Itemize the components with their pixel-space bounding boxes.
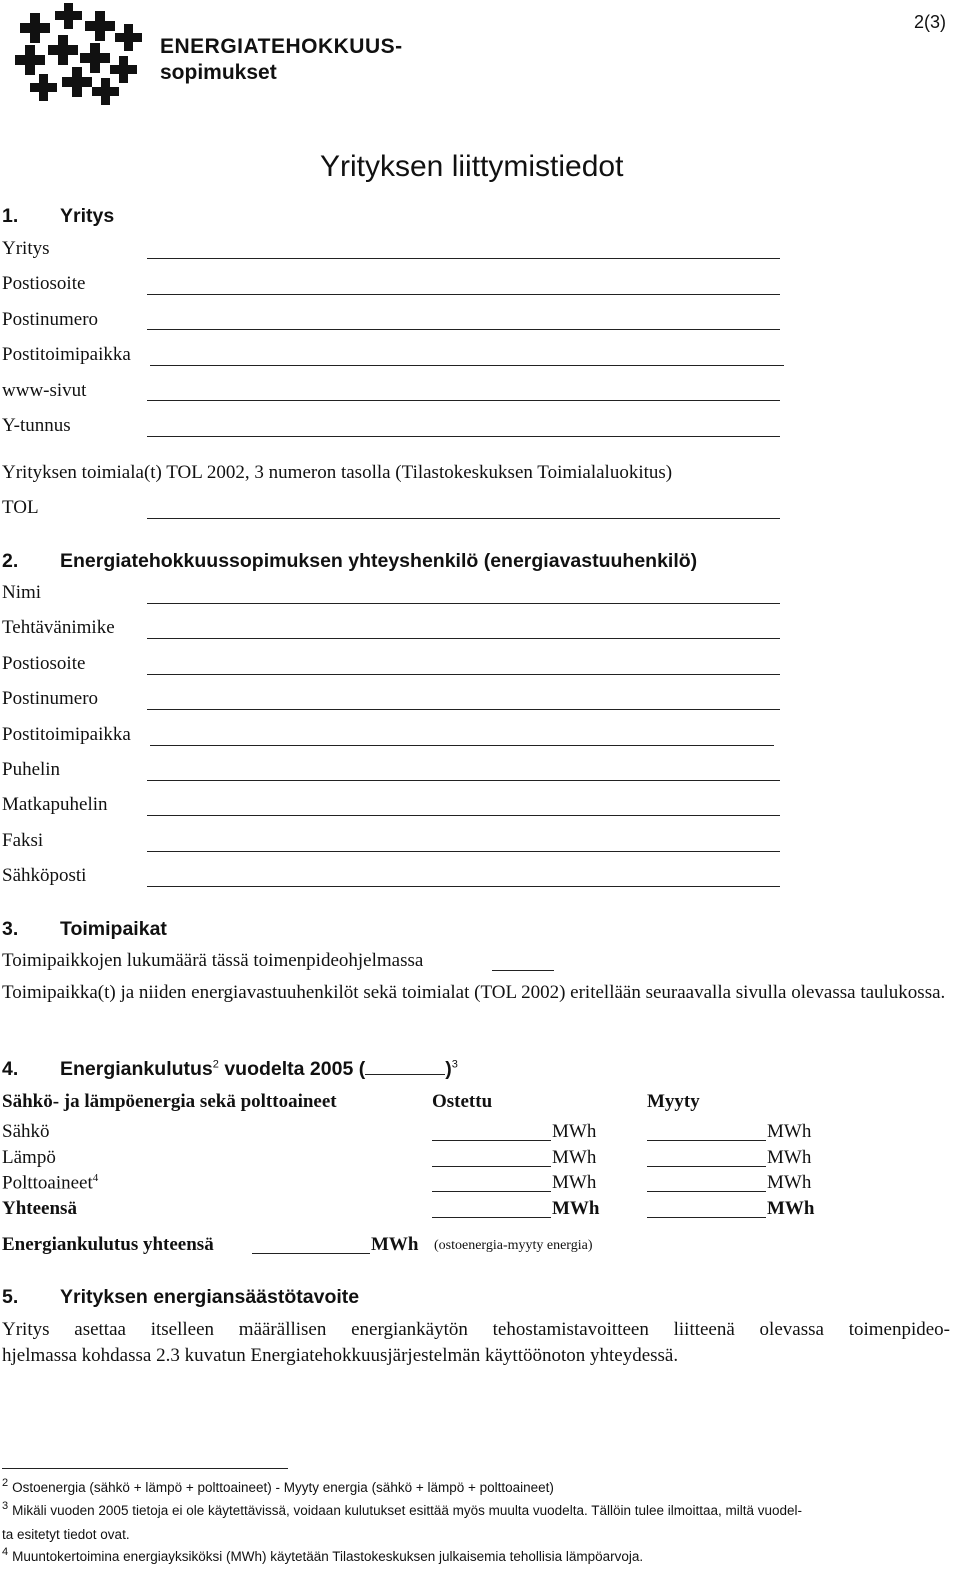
unit-label: MWh [767, 1198, 815, 1219]
footnote-3: $^3$ Mikäli vuoden 2005 tietoja ei ole käytettävissä, voidaan kulutukset esittää myös muulta vuodelta. Tällöin tulee ilmoittaa, miltä vuodel- [2, 1500, 803, 1518]
input-line-fuel-purchased[interactable] [432, 1191, 551, 1192]
table-header-purchased: Ostettu [432, 1091, 493, 1112]
logo-crosses-icon [10, 3, 155, 108]
footnote-2: $^2$ Ostoenergia (sähkö + lämpö + polttoaineet) - Myyty energia (sähkö + lämpö + polttoaineet) [2, 1477, 554, 1495]
section4-number: 4. [2, 1058, 19, 1080]
field-label: Y-tunnus [2, 415, 71, 436]
logo-text-line2: sopimukset [160, 61, 277, 84]
table-header-sold: Myyty [647, 1091, 700, 1112]
section2-heading [2, 550, 697, 573]
total-consumption-label: Energiankulutus yhteensä [2, 1234, 214, 1255]
input-line-contact-address[interactable] [147, 674, 780, 675]
input-line-contact-city[interactable] [150, 745, 774, 746]
input-line-heat-sold[interactable] [647, 1166, 766, 1167]
field-label: www-sivut [2, 380, 87, 401]
section4-title-year: vuodelta 2005 ( [218, 1058, 366, 1080]
field-label: Puhelin [2, 759, 61, 780]
unit-label: MWh [767, 1172, 812, 1193]
footnote-4: $^4$ Muuntokertoimina energiayksiköksi (MWh) käytetään Tilastokeskuksen julkaisemia tehollisia lämpöarvoja. [2, 1546, 644, 1564]
footnote-ref-2: 2 [212, 1058, 219, 1071]
input-line-phone[interactable] [147, 780, 780, 781]
footnote-3-continued: ta esitetyt tiedot ovat. [2, 1527, 130, 1542]
input-line-fax[interactable] [147, 851, 780, 852]
input-line-mobile[interactable] [147, 815, 780, 816]
input-line-job-title[interactable] [147, 638, 780, 639]
unit-label: MWh [552, 1147, 597, 1168]
section1-title: Yritys [60, 205, 115, 227]
logo-text-line1: ENERGIATEHOKKUUS- [160, 35, 403, 58]
table-header-energy: Sähkö- ja lämpöenergia sekä polttoaineet [2, 1091, 337, 1112]
input-line-contact-postcode[interactable] [147, 709, 780, 710]
section3-title: Toimipaikat [60, 918, 167, 940]
input-line-website[interactable] [147, 400, 780, 401]
section1-heading [2, 205, 114, 228]
tol-label: TOL [2, 497, 39, 518]
field-label: Postitoimipaikka [2, 344, 131, 365]
input-line-fuel-sold[interactable] [647, 1191, 766, 1192]
field-label: Postiosoite [2, 273, 86, 294]
field-label: Postinumero [2, 688, 99, 709]
unit-label: MWh [767, 1121, 812, 1142]
field-label: Sähköposti [2, 865, 87, 886]
sites-paragraph: Toimipaikka(t) ja niiden energiavastuuhenkilöt sekä toimialat (TOL 2002) eritellään seuraavalla sivulla olevassa taulukossa. [2, 982, 946, 1003]
input-line-year[interactable] [365, 1058, 445, 1075]
total-unit-label: MWh [371, 1234, 419, 1255]
field-label: Yritys [2, 238, 50, 259]
total-note: (ostoenergia-myyty energia) [434, 1238, 593, 1253]
input-line-electricity-purchased[interactable] [432, 1140, 551, 1141]
input-line-site-count[interactable] [492, 970, 554, 971]
section5-title: Yrityksen energiansäästötavoite [60, 1286, 360, 1308]
input-line-total-sold[interactable] [647, 1217, 766, 1218]
field-label: Postitoimipaikka [2, 724, 131, 745]
input-line-email[interactable] [147, 886, 780, 887]
input-line-heat-purchased[interactable] [432, 1166, 551, 1167]
section2-title: Energiatehokkuussopimuksen yhteyshenkilö (energiavastuuhenkilö) [60, 550, 698, 572]
field-label: Faksi [2, 830, 44, 851]
section4-title: Energiankulutus [60, 1058, 213, 1080]
input-line-address[interactable] [147, 294, 780, 295]
field-label: Postiosoite [2, 653, 86, 674]
input-line-tol[interactable] [147, 518, 780, 519]
unit-label: MWh [552, 1121, 597, 1142]
table-row-label: Lämpö [2, 1147, 56, 1168]
page-title: Yrityksen liittymistiedot [320, 150, 624, 183]
input-line-electricity-sold[interactable] [647, 1140, 766, 1141]
input-line-total-consumption[interactable] [252, 1253, 370, 1254]
goal-text-line1: Yritys asettaa itselleen määrällisen energiankäytön tehostamistavoitteen liitteenä olevassa toimenpideo- [2, 1319, 950, 1340]
unit-label: MWh [552, 1198, 600, 1219]
table-row-label: Polttoaineet$^4$ [2, 1172, 99, 1194]
input-line-postcode[interactable] [147, 329, 780, 330]
section5-number: 5. [2, 1286, 19, 1308]
field-label: Nimi [2, 582, 42, 603]
section4-paren-close: ) [445, 1058, 452, 1080]
input-line-business-id[interactable] [147, 436, 780, 437]
logo [10, 3, 410, 108]
section1-number: 1. [2, 205, 19, 227]
section5-heading [2, 1286, 359, 1309]
section2-number: 2. [2, 550, 19, 572]
footnote-separator [2, 1468, 288, 1469]
industry-text: Yrityksen toimiala(t) TOL 2002, 3 numeron tasolla (Tilastokeskuksen Toimialaluokitus) [2, 462, 673, 483]
footnote-ref-3: 3 [451, 1058, 458, 1071]
field-label: Tehtävänimike [2, 617, 115, 638]
unit-label: MWh [552, 1172, 597, 1193]
field-label: Postinumero [2, 309, 99, 330]
table-row-label: Yhteensä [2, 1198, 77, 1219]
page-number: 2(3) [913, 12, 946, 32]
section3-heading [2, 918, 167, 941]
input-line-name[interactable] [147, 603, 780, 604]
section3-number: 3. [2, 918, 19, 940]
unit-label: MWh [767, 1147, 812, 1168]
goal-text-line2: hjelmassa kohdassa 2.3 kuvatun Energiatehokkuusjärjestelmän käyttöönoton yhteydessä. [2, 1345, 679, 1366]
section4-heading [2, 1058, 458, 1081]
footnote-ref-4: 4 [92, 1172, 99, 1184]
input-line-total-purchased[interactable] [432, 1217, 551, 1218]
field-label: Matkapuhelin [2, 794, 108, 815]
input-line-city[interactable] [150, 365, 784, 366]
input-line-company[interactable] [147, 258, 780, 259]
site-count-text: Toimipaikkojen lukumäärä tässä toimenpideohjelmassa [2, 950, 424, 971]
table-row-label: Sähkö [2, 1121, 50, 1142]
